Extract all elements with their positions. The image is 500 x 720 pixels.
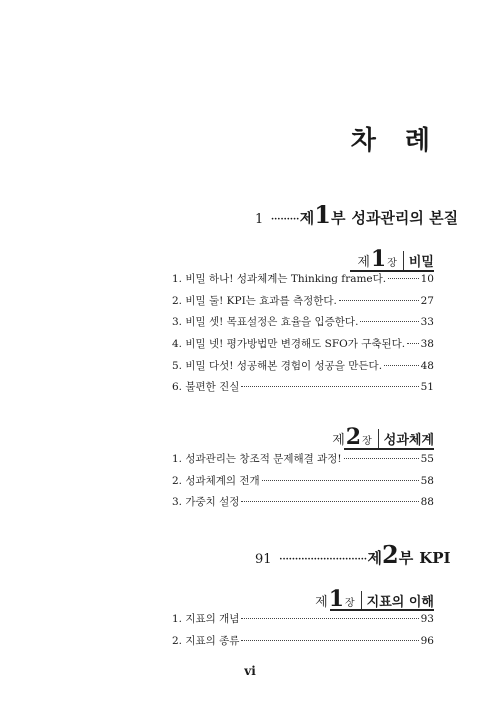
part-name: KPI — [419, 549, 451, 567]
part-heading-1 — [255, 200, 458, 229]
chapter-suffix: 장 — [387, 258, 397, 269]
toc-entry-page: 48 — [420, 359, 434, 372]
chapter-heading-1-2 — [332, 424, 434, 450]
toc-entry-title: 3. 비밀 셋! 목표설정은 효율을 입증한다. — [172, 316, 359, 329]
toc-entry[interactable] — [172, 611, 434, 633]
toc-entry-title: 5. 비밀 다섯! 성공해본 경험이 성공을 만든다. — [172, 359, 383, 372]
chapter-prefix: 제 — [315, 595, 328, 610]
toc-entry-title: 2. 성과체계의 전개 — [172, 474, 260, 487]
toc-entry-page: 93 — [420, 613, 434, 625]
part-suffix: 부 — [398, 549, 414, 567]
toc-entry-page: 96 — [420, 634, 434, 647]
part-number: 2 — [382, 540, 399, 569]
toc-entry[interactable] — [172, 633, 434, 655]
chapter-number: 2 — [345, 424, 362, 450]
toc-entry-page: 33 — [420, 316, 434, 329]
toc-list-chapter-2-1 — [172, 611, 434, 654]
toc-entry-page: 88 — [420, 496, 434, 509]
part-leader-dots: ···························· — [272, 552, 367, 567]
toc-leader — [388, 278, 419, 279]
chapter-prefix: 제 — [332, 433, 345, 448]
part-number: 1 — [314, 200, 331, 229]
toc-entry[interactable] — [172, 358, 434, 380]
part-heading-2 — [255, 540, 451, 569]
part-page-number: 1 — [255, 212, 264, 227]
part-page-number: 91 — [255, 552, 272, 567]
toc-entry[interactable] — [172, 336, 434, 358]
toc-entry-title: 6. 불편한 진실 — [172, 381, 240, 394]
chapter-number: 1 — [328, 586, 344, 612]
toc-leader — [339, 300, 419, 301]
chapter-suffix: 장 — [345, 598, 355, 609]
toc-leader — [262, 480, 419, 481]
part-suffix: 부 — [330, 209, 346, 227]
toc-leader — [241, 501, 418, 502]
chapter-number: 1 — [370, 246, 387, 272]
part-leader-dots: ········· — [264, 212, 299, 227]
toc-entry-title: 2. 비밀 둘! KPI는 효과를 측정한다. — [172, 294, 337, 307]
toc-entry[interactable] — [172, 379, 434, 401]
toc-leader — [241, 386, 418, 387]
toc-entry-page: 51 — [420, 381, 434, 394]
toc-leader — [360, 321, 418, 322]
toc-entry-title: 4. 비밀 넷! 평가방법만 변경해도 SFO가 구축된다. — [172, 338, 406, 351]
toc-entry[interactable] — [172, 293, 434, 315]
chapter-suffix: 장 — [362, 436, 372, 447]
toc-entry-page: 55 — [420, 453, 434, 465]
part-prefix: 제 — [299, 209, 315, 227]
part-prefix: 제 — [367, 549, 383, 567]
chapter-heading-1-1 — [357, 246, 434, 272]
toc-entry-page: 58 — [420, 474, 434, 487]
toc-entry[interactable] — [172, 451, 434, 473]
toc-entry-title: 1. 성과관리는 창조적 문제해결 과정! — [172, 453, 342, 465]
toc-entry[interactable] — [172, 473, 434, 495]
chapter-name: 성과체계 — [378, 429, 434, 448]
toc-list-chapter-1-1 — [172, 271, 434, 401]
chapter-name: 지표의 이해 — [361, 591, 434, 610]
toc-leader — [241, 640, 418, 641]
toc-leader — [407, 343, 419, 344]
toc-entry-title: 1. 비밀 하나! 성과체계는 Thinking frame다. — [172, 273, 387, 285]
chapter-rule — [344, 448, 434, 450]
chapter-prefix: 제 — [357, 255, 370, 270]
toc-entry[interactable] — [172, 314, 434, 336]
toc-entry-title: 3. 가중치 설정 — [172, 496, 240, 509]
toc-entry-page: 38 — [420, 338, 434, 351]
toc-leader — [384, 365, 419, 366]
toc-leader — [241, 618, 418, 619]
toc-list-chapter-1-2 — [172, 451, 434, 516]
toc-entry-page: 27 — [420, 294, 434, 307]
page-folio: vi — [244, 664, 256, 678]
toc-entry-page: 10 — [420, 273, 434, 285]
toc-entry-title: 1. 지표의 개념 — [172, 613, 240, 625]
toc-leader — [344, 458, 419, 459]
toc-entry-title: 2. 지표의 종류 — [172, 634, 240, 647]
chapter-name: 비밀 — [403, 251, 434, 270]
page-title: 차 례 — [350, 126, 440, 156]
toc-entry[interactable] — [172, 494, 434, 516]
toc-entry[interactable] — [172, 271, 434, 293]
part-name: 성과관리의 본질 — [351, 209, 459, 227]
